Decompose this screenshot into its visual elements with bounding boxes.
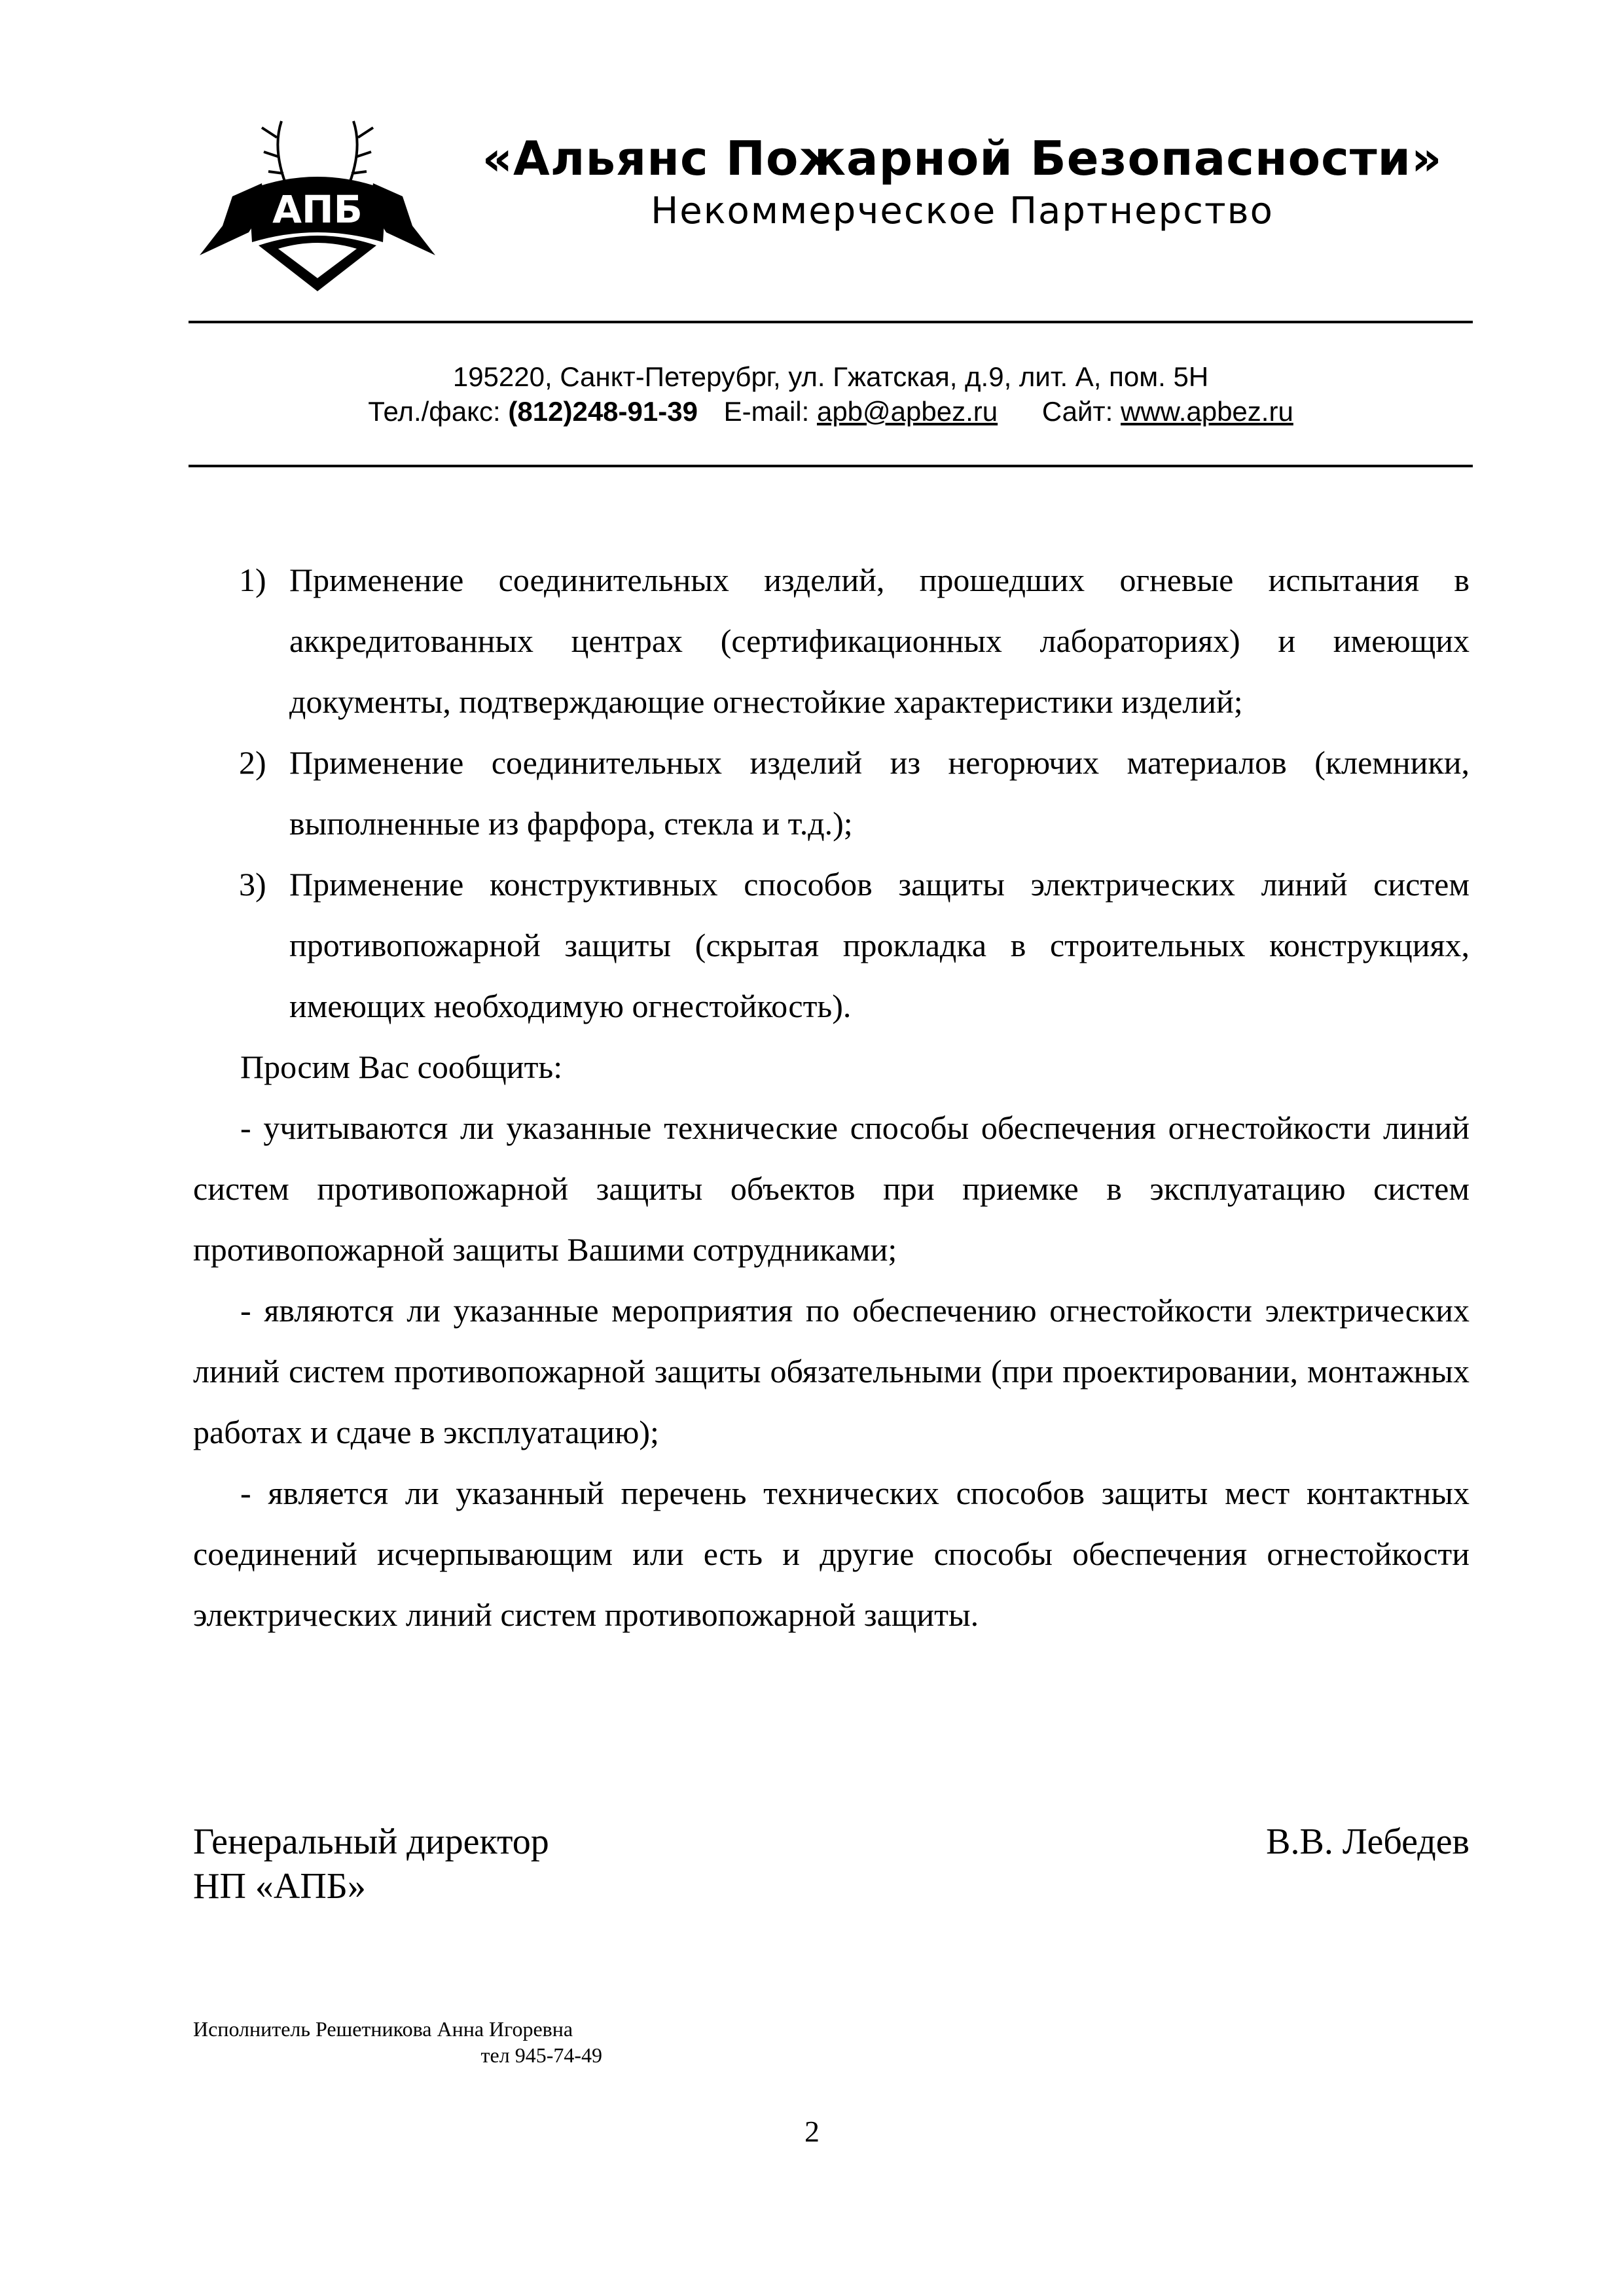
phone-value: (812)248-91-39: [508, 396, 698, 427]
list-text: Применение соединительных изделий из негорючих материалов (клемники, выполненные из фарфора, стекла и т.д.);: [289, 744, 1470, 842]
org-contacts: [189, 396, 1473, 427]
header-rule-top: [189, 321, 1473, 323]
list-item: [193, 732, 1470, 854]
page-number: 2: [804, 2115, 820, 2148]
question-paragraph: - является ли указанный перечень технических способов защиты мест контактных соединений исчерпывающим или есть и другие способы обеспечения огнестойкости электрических линий систем противопожарной защиты.: [193, 1475, 1470, 1633]
executor-phone: тел 945-74-49: [480, 2043, 602, 2067]
signatory-org: НП «АПБ»: [193, 1866, 366, 1907]
question-paragraph: - являются ли указанные мероприятия по обеспечению огнестойкости электрических линий систем противопожарной защиты обязательными (при проектировании, монтажных работах и сдаче в эксплуатацию);: [193, 1292, 1470, 1450]
letter-body: [193, 550, 1470, 1645]
header-rule-bottom: [189, 465, 1473, 467]
email-link[interactable]: apb@apbez.ru: [816, 396, 998, 427]
site-label: Сайт:: [1041, 396, 1113, 427]
list-item: [193, 854, 1470, 1037]
signature-block: [193, 1820, 1470, 1909]
list-number: 1): [239, 562, 266, 598]
question-paragraph: - учитываются ли указанные технические способы обеспечения огнестойкости линий систем противопожарной защиты объектов при приемке в эксплуатацию систем противопожарной защиты Вашими сотрудниками;: [193, 1109, 1470, 1268]
list-text: Применение конструктивных способов защиты электрических линий систем противопожарной защиты (скрытая прокладка в строительных конструкциях, имеющих необходимую огнестойкость).: [289, 866, 1470, 1024]
signatory-position: Генеральный директор: [193, 1821, 549, 1862]
list-number: 2): [239, 744, 266, 781]
request-line: Просим Вас сообщить:: [240, 1049, 563, 1085]
signatory-name: В.В. Лебедев: [1266, 1821, 1470, 1862]
email-label: E-mail:: [723, 396, 810, 427]
executor-name: Исполнитель Решетникова Анна Игоревна: [193, 2017, 573, 2041]
org-title: «Альянс Пожарной Безопасности»: [482, 131, 1443, 186]
org-subtitle: Некоммерческое Партнерство: [651, 190, 1274, 232]
list-text: Применение соединительных изделий, прошедших огневые испытания в аккредитованных центрах (сертификационных лабораториях) и имеющих документы, подтверждающие огнестойкие характеристики изделий;: [289, 562, 1470, 720]
apb-logo: [187, 92, 448, 308]
logo-text: АПБ: [272, 187, 363, 232]
phone-label: Тел./факс:: [368, 396, 501, 427]
list-number: 3): [239, 866, 266, 903]
executor-note: [193, 2016, 619, 2068]
org-address: 195220, Санкт-Петерубрг, ул. Гжатская, д.9, лит. А, пом. 5Н: [452, 361, 1209, 392]
list-item: [193, 550, 1470, 732]
site-link[interactable]: www.apbez.ru: [1121, 396, 1293, 427]
